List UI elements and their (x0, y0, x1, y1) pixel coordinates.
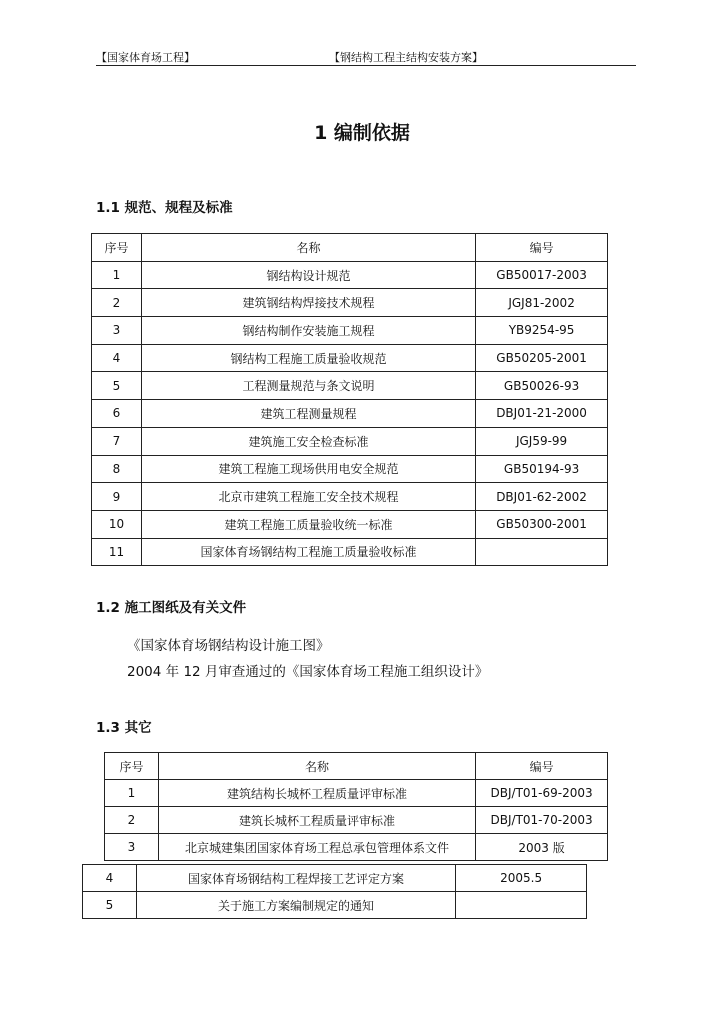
table-cell: 钢结构工程施工质量验收规范 (141, 344, 475, 372)
table-row (92, 344, 608, 372)
table-cell: 7 (92, 427, 142, 455)
table-cell (476, 538, 608, 566)
table-cell: 2005.5 (456, 865, 587, 892)
table-cell: 4 (83, 865, 137, 892)
page-header (96, 49, 636, 66)
drawings-line-1: 《国家体育场钢结构设计施工图》 (127, 638, 330, 654)
table-cell: DBJ01-21-2000 (476, 400, 608, 428)
column-header: 名称 (141, 234, 475, 262)
table-cell: 建筑钢结构焊接技术规程 (141, 289, 475, 317)
table-row (92, 455, 608, 483)
table-cell: 北京城建集团国家体育场工程总承包管理体系文件 (158, 834, 475, 861)
table-row (105, 807, 608, 834)
table-cell: 建筑结构长城杯工程质量评审标准 (158, 780, 475, 807)
table-cell: 建筑长城杯工程质量评审标准 (158, 807, 475, 834)
table-cell: DBJ01-62-2002 (476, 483, 608, 511)
table-row (92, 372, 608, 400)
table-row (105, 780, 608, 807)
table-header-row (92, 234, 608, 262)
table-row (92, 483, 608, 511)
table-cell: 4 (92, 344, 142, 372)
table-row (92, 317, 608, 345)
table-row (83, 865, 587, 892)
table-cell: 11 (92, 538, 142, 566)
table-cell: 北京市建筑工程施工安全技术规程 (141, 483, 475, 511)
table-cell: 1 (105, 780, 159, 807)
table-cell: 8 (92, 455, 142, 483)
table-cell: 2 (105, 807, 159, 834)
section-1-heading: 1.1 规范、规程及标准 (96, 200, 233, 216)
table-cell: 工程测量规范与条文说明 (141, 372, 475, 400)
table-cell (456, 892, 587, 919)
header-right: 【钢结构工程主结构安装方案】 (329, 51, 483, 64)
column-header: 名称 (158, 753, 475, 780)
table-cell: 6 (92, 400, 142, 428)
table-cell: 钢结构制作安装施工规程 (141, 317, 475, 345)
table-cell: GB50194-93 (476, 455, 608, 483)
table-cell: 建筑工程测量规程 (141, 400, 475, 428)
table-row (92, 261, 608, 289)
table-cell: 3 (105, 834, 159, 861)
table-header-row (105, 753, 608, 780)
section-2-heading: 1.2 施工图纸及有关文件 (96, 600, 247, 616)
table-row (92, 289, 608, 317)
table-cell: 2003 版 (476, 834, 608, 861)
table-cell: 2 (92, 289, 142, 317)
table-row (92, 400, 608, 428)
table-row (92, 510, 608, 538)
table-cell: 钢结构设计规范 (141, 261, 475, 289)
column-header: 序号 (92, 234, 142, 262)
table-cell: 国家体育场钢结构工程焊接工艺评定方案 (136, 865, 455, 892)
header-left: 【国家体育场工程】 (96, 51, 195, 64)
table-cell: 1 (92, 261, 142, 289)
other-table-top (104, 752, 608, 861)
table-cell: 5 (92, 372, 142, 400)
table-cell: 10 (92, 510, 142, 538)
table-cell: DBJ/T01-69-2003 (476, 780, 608, 807)
drawings-line-2: 2004 年 12 月审查通过的《国家体育场工程施工组织设计》 (127, 664, 489, 680)
table-cell: DBJ/T01-70-2003 (476, 807, 608, 834)
table-cell: 国家体育场钢结构工程施工质量验收标准 (141, 538, 475, 566)
standards-table (91, 233, 608, 566)
table-cell: GB50026-93 (476, 372, 608, 400)
column-header: 编号 (476, 753, 608, 780)
table-cell: 关于施工方案编制规定的通知 (136, 892, 455, 919)
table-cell: 3 (92, 317, 142, 345)
table-row (92, 538, 608, 566)
table-cell: 建筑工程施工现场供用电安全规范 (141, 455, 475, 483)
table-row (105, 834, 608, 861)
table-row (83, 892, 587, 919)
table-cell: GB50205-2001 (476, 344, 608, 372)
page-title: 1 编制依据 (314, 122, 410, 144)
column-header: 序号 (105, 753, 159, 780)
table-cell: JGJ81-2002 (476, 289, 608, 317)
table-cell: 9 (92, 483, 142, 511)
table-cell: JGJ59-99 (476, 427, 608, 455)
table-cell: GB50300-2001 (476, 510, 608, 538)
table-cell: YB9254-95 (476, 317, 608, 345)
table-cell: 建筑施工安全检查标准 (141, 427, 475, 455)
table-cell: 建筑工程施工质量验收统一标准 (141, 510, 475, 538)
section-3-heading: 1.3 其它 (96, 720, 152, 736)
table-cell: GB50017-2003 (476, 261, 608, 289)
column-header: 编号 (476, 234, 608, 262)
table-cell: 5 (83, 892, 137, 919)
other-table-bottom (82, 864, 587, 919)
table-row (92, 427, 608, 455)
